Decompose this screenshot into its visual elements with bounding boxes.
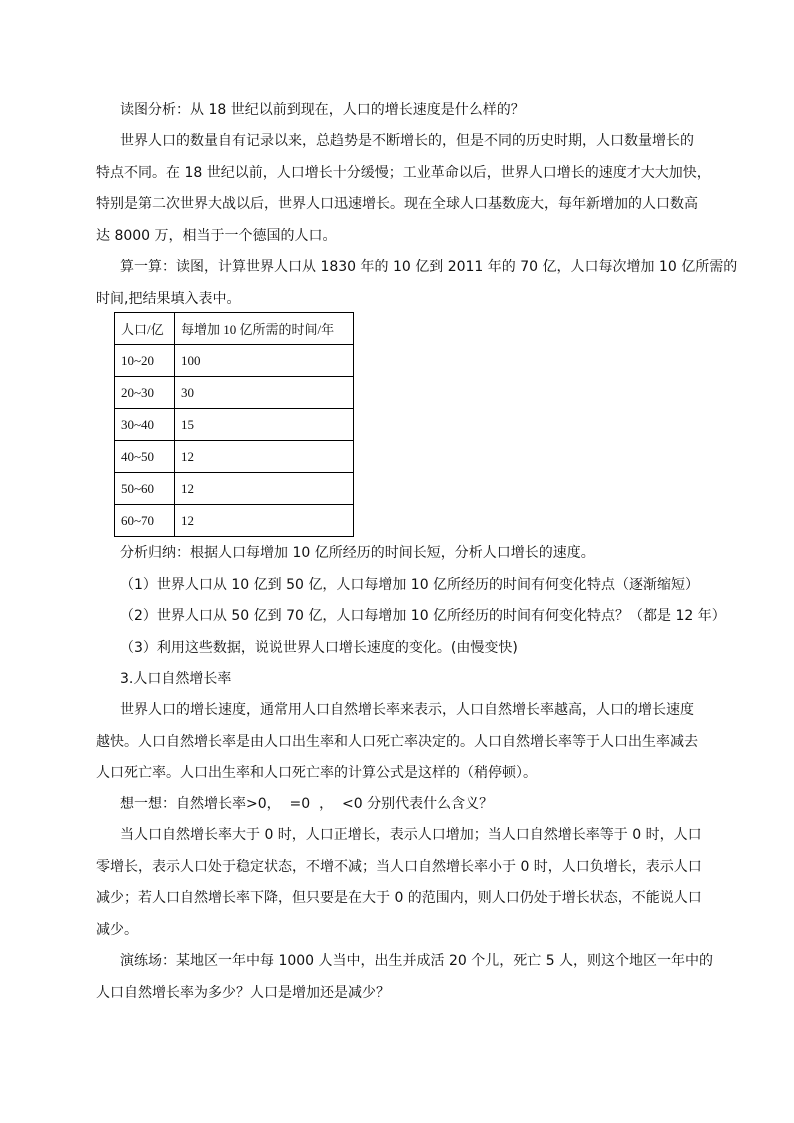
table-row: [115, 473, 354, 505]
table-cell-range: 40~50: [115, 441, 175, 473]
analysis-item-3: （3）利用这些数据，说说世界人口增长速度的变化。(由慢变快): [120, 639, 518, 656]
table-cell-years: 12: [175, 505, 354, 537]
table-cell-range: 10~20: [115, 345, 175, 377]
section3-paragraph: [96, 695, 700, 790]
table-cell-years: 30: [175, 377, 354, 409]
table-cell-years: 100: [175, 345, 354, 377]
analysis-intro: 分析归纳：根据人口每增加 10 亿所经历的时间长短，分析人口增长的速度。: [120, 545, 595, 561]
table-header-population: 人口/亿: [115, 313, 175, 345]
think-answer-line-2: 零增长，表示人口处于稳定状态，不增不减；当人口自然增长率小于 0 时，人口负增长，表示人口: [96, 858, 702, 875]
think-question: 想一想：自然增长率>0， =0 ， <0 分别代表什么含义？: [120, 796, 494, 812]
table-cell-range: 20~30: [115, 377, 175, 409]
answer-line-2: 特点不同。在 18 世纪以前，人口增长十分缓慢；工业革命以后，世界人口增长的速度才大大加快，: [96, 164, 711, 181]
section3-line-2: 越快。人口自然增长率是由人口出生率和人口死亡率决定的。人口自然增长率等于人口出生率减去: [96, 733, 698, 750]
think-answer: [96, 820, 702, 946]
practice-line-2: 人口自然增长率为多少？人口是增加还是减少？: [96, 984, 390, 1001]
table-cell-range: 30~40: [115, 409, 175, 441]
analysis-item-1: （1）世界人口从 10 亿到 50 亿，人口每增加 10 亿所经历的时间有何变化特点（逐渐缩短）: [120, 576, 700, 593]
population-time-table: [114, 312, 354, 537]
think-answer-line-4: 减少。: [96, 921, 138, 938]
table-row: [115, 409, 354, 441]
table-cell-years: 12: [175, 473, 354, 505]
analysis-item-2: （2）世界人口从 50 亿到 70 亿，人口每增加 10 亿所经历的时间有何变化特点？（都是 12 年）: [120, 608, 726, 624]
table-cell-range: 60~70: [115, 505, 175, 537]
table-cell-years: 12: [175, 441, 354, 473]
section-heading: 3.人口自然增长率: [120, 671, 232, 687]
table-cell-years: 15: [175, 409, 354, 441]
answer-line-3: 特别是第二次世界大战以后，世界人口迅速增长。现在全球人口基数庞大，每年新增加的人口数高: [96, 196, 698, 212]
table-header-row: [115, 313, 354, 345]
section3-line-3: 人口死亡率。人口出生率和人口死亡率的计算公式是这样的（稍停顿）。: [96, 765, 537, 781]
practice-paragraph: [96, 946, 714, 1009]
table-row: [115, 345, 354, 377]
analysis-block: [120, 538, 726, 664]
answer-line-1: 世界人口的数量自有记录以来，总趋势是不断增长的，但是不同的历史时期，人口数量增长的: [120, 133, 694, 149]
answer-paragraph: [96, 126, 711, 252]
calc-line-2: 时间,把结果填入表中。: [96, 290, 241, 307]
calc-line-1: 算一算：读图，计算世界人口从 1830 年的 10 亿到 2011 年的 70 亿，人口每次增加 10 亿所需的: [120, 259, 738, 275]
table-row: [115, 505, 354, 537]
table-header-years: 每增加 10 亿所需的时间/年: [175, 313, 354, 345]
calc-paragraph: [96, 252, 738, 315]
answer-line-4: 达 8000 万，相当于一个德国的人口。: [96, 227, 337, 244]
table-cell-range: 50~60: [115, 473, 175, 505]
section3-line-1: 世界人口的增长速度，通常用人口自然增长率来表示，人口自然增长率越高，人口的增长速度: [120, 702, 694, 718]
question-read-chart: 读图分析：从 18 世纪以前到现在，人口的增长速度是什么样的？: [120, 102, 525, 118]
practice-line-1: 演练场：某地区一年中每 1000 人当中，出生并成活 20 个儿，死亡 5 人，则这个地区一年中的: [120, 953, 714, 969]
think-answer-line-1: 当人口自然增长率大于 0 时，人口正增长，表示人口增加；当人口自然增长率等于 0 时，人口: [120, 827, 702, 843]
table-row: [115, 441, 354, 473]
think-answer-line-3: 减少；若人口自然增长率下降，但只要是在大于 0 的范围内，则人口仍处于增长状态，不能说人口: [96, 890, 702, 906]
table-row: [115, 377, 354, 409]
